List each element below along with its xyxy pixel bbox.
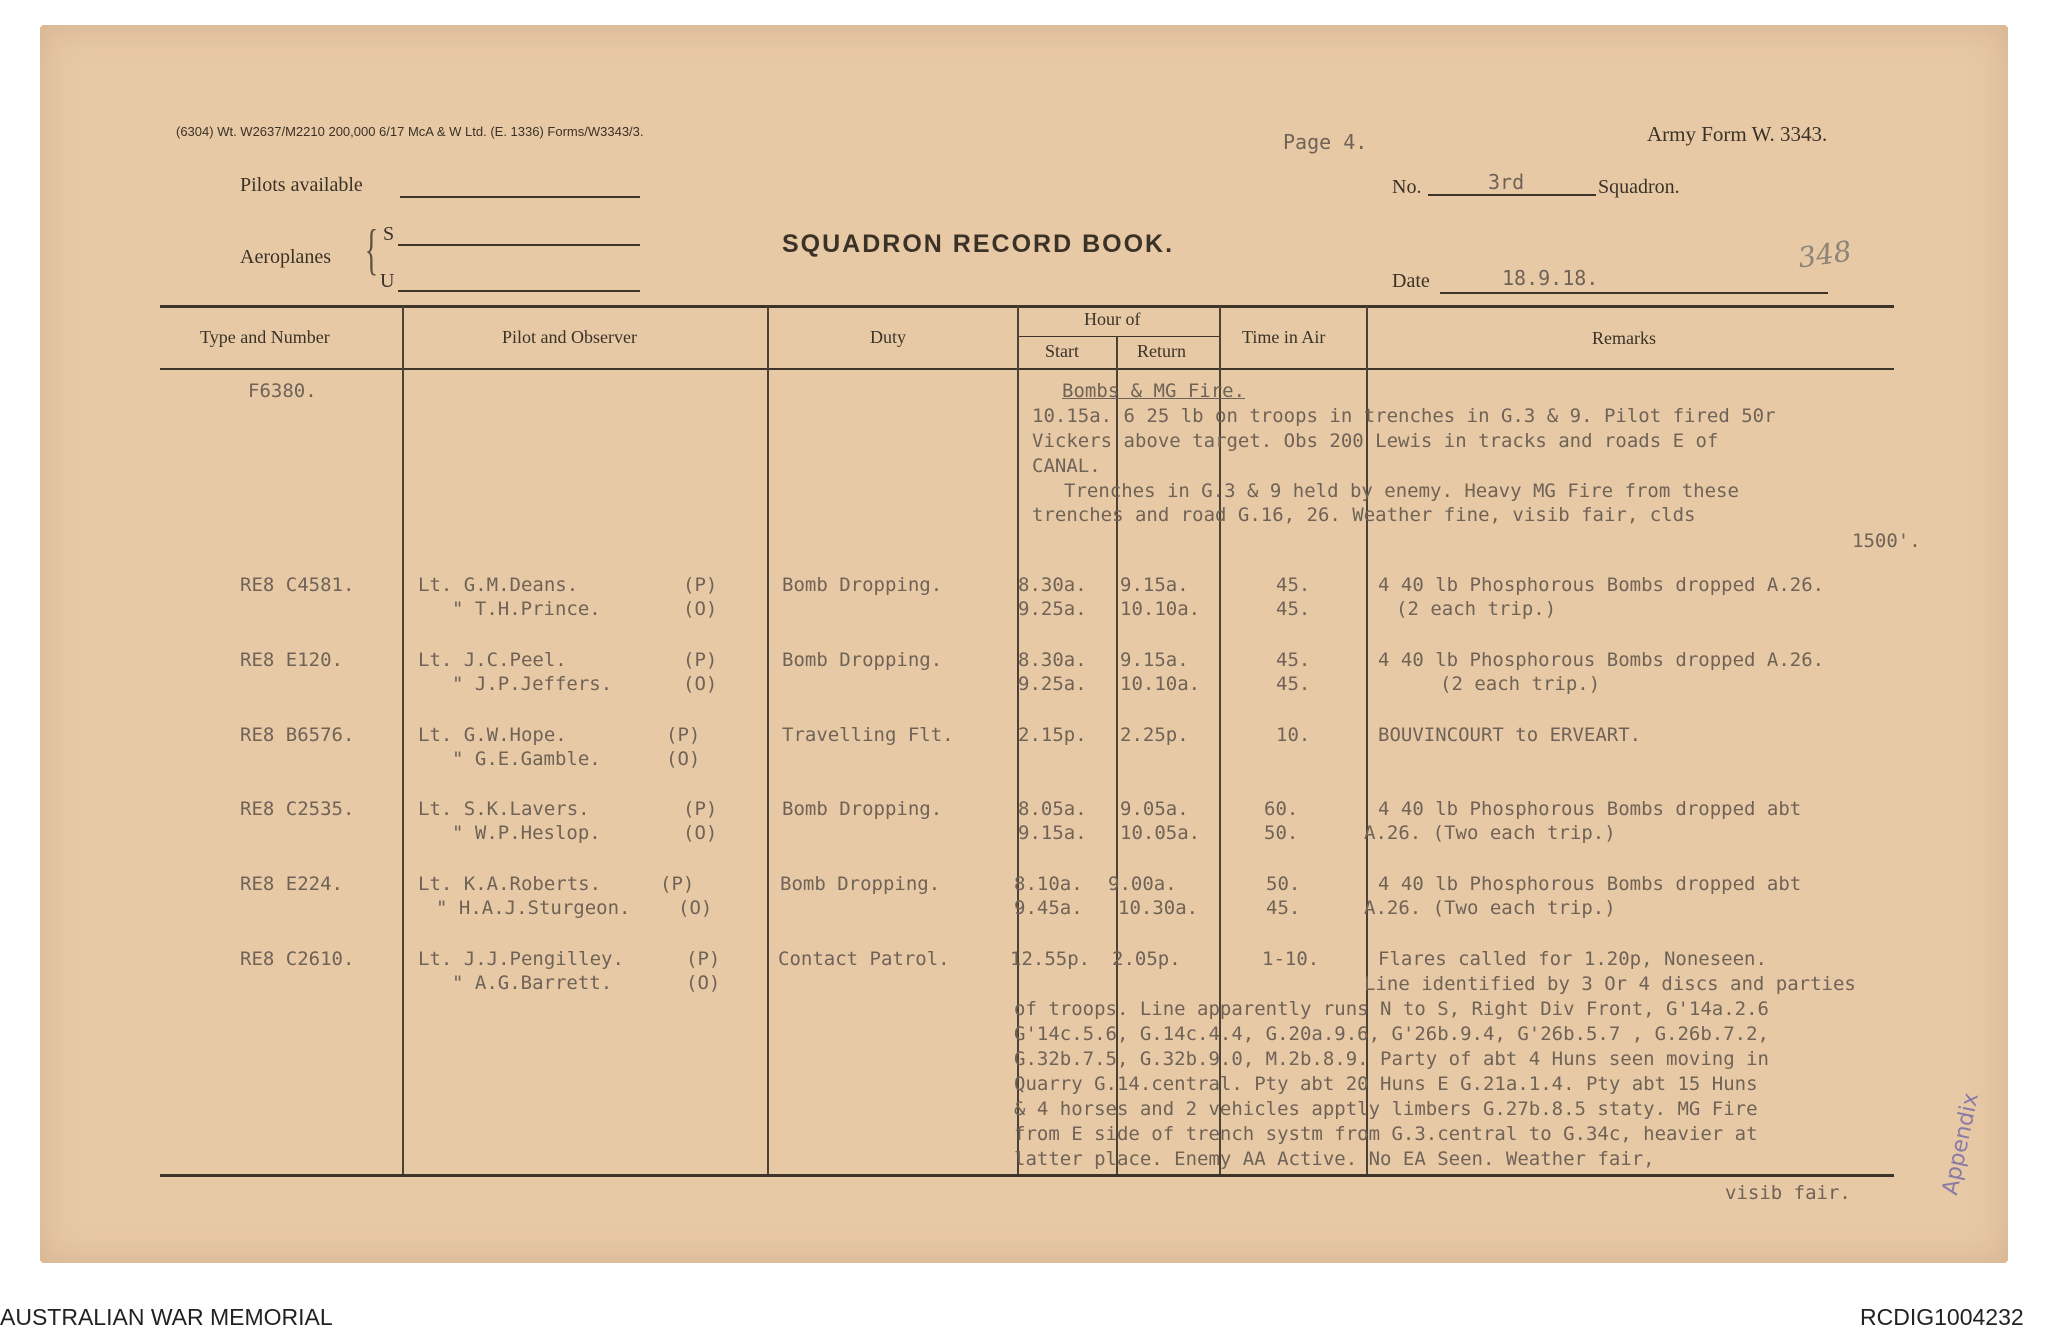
squadron-label: Squadron. xyxy=(1598,176,1680,198)
time-in-air: 1-10. xyxy=(1262,948,1320,970)
remarks-text: 4 40 lb Phosphorous Bombs dropped abt xyxy=(1378,873,1802,895)
observer-name: " W.P.Heslop. xyxy=(452,822,601,844)
remarks-text: trenches and road G.16, 26. Weather fine, visib fair, clds xyxy=(1032,504,1696,526)
time-in-air: 50. xyxy=(1266,873,1301,895)
observer-name: " A.G.Barrett. xyxy=(452,972,613,994)
return-time: 10.05a. xyxy=(1120,822,1201,844)
pilot-name: Lt. J.J.Pengilley. xyxy=(418,948,624,970)
duty: Bomb Dropping. xyxy=(782,574,943,596)
remarks-text: from E side of trench systm from G.3.central to G.34c, heavier at xyxy=(1014,1123,1758,1145)
table-top-rule xyxy=(160,305,1894,308)
remarks-text: A.26. (Two each trip.) xyxy=(1364,897,1616,919)
aircraft-type: RE8 E120. xyxy=(240,649,343,671)
pilot-name: Lt. K.A.Roberts. xyxy=(418,873,602,895)
observer-name: " G.E.Gamble. xyxy=(452,748,601,770)
remarks-text: 4 40 lb Phosphorous Bombs dropped A.26. xyxy=(1378,574,1825,596)
table-header-rule xyxy=(160,368,1894,370)
start-time: 9.25a. xyxy=(1018,598,1087,620)
pilot-name: Lt. G.W.Hope. xyxy=(418,724,567,746)
start-time: 12.55p. xyxy=(1010,948,1091,970)
aircraft-type: RE8 C2610. xyxy=(240,948,355,970)
return-time: 9.05a. xyxy=(1120,798,1189,820)
pilot-name: Lt. S.K.Lavers. xyxy=(418,798,590,820)
return-time: 10.10a. xyxy=(1120,598,1201,620)
remarks-text: BOUVINCOURT to ERVEART. xyxy=(1378,724,1642,746)
squadron-no-label: No. xyxy=(1392,176,1422,198)
remarks-text: A.26. (Two each trip.) xyxy=(1364,822,1616,844)
header-pilot-and-observer: Pilot and Observer xyxy=(502,327,637,347)
footer-archive-id: RCDIG1004232 xyxy=(1860,1304,2024,1330)
time-in-air: 10. xyxy=(1276,724,1311,746)
table-bottom-rule xyxy=(160,1174,1894,1177)
observer-role: (O) xyxy=(683,673,718,695)
start-time: 9.25a. xyxy=(1018,673,1087,695)
time-in-air: 45. xyxy=(1266,897,1301,919)
pilots-available-label: Pilots available xyxy=(240,174,363,196)
time-in-air: 60. xyxy=(1264,798,1299,820)
return-time: 9.15a. xyxy=(1120,649,1189,671)
return-time: 9.00a. xyxy=(1108,873,1177,895)
remarks-text: (2 each trip.) xyxy=(1396,598,1557,620)
footer-archive-name: AUSTRALIAN WAR MEMORIAL xyxy=(0,1304,333,1330)
remarks-text: of troops. Line apparently runs N to S, Right Div Front, G'14a.2.6 xyxy=(1014,998,1769,1020)
start-time: 8.30a. xyxy=(1018,649,1087,671)
page-title: SQUADRON RECORD BOOK. xyxy=(782,230,1175,258)
remarks-text: 10.15a. 6 25 lb on troops in trenches in G.3 & 9. Pilot fired 50r xyxy=(1032,405,1776,427)
pilot-role: (P) xyxy=(666,724,701,746)
header-time-in-air: Time in Air xyxy=(1242,327,1326,347)
aircraft-type: RE8 E224. xyxy=(240,873,343,895)
aeroplanes-u-line xyxy=(398,290,640,292)
remarks-text: latter place. Enemy AA Active. No EA Seen. Weather fair, xyxy=(1014,1148,1655,1170)
return-time: 9.15a. xyxy=(1120,574,1189,596)
observer-role: (O) xyxy=(678,897,713,919)
header-remarks: Remarks xyxy=(1592,328,1656,348)
header-type-and-number: Type and Number xyxy=(200,327,330,347)
remarks-text: CANAL. xyxy=(1032,455,1101,477)
remarks-text: G.32b.7.5, G.32b.9.0, M.2b.8.9. Party of abt 4 Huns seen moving in xyxy=(1014,1048,1769,1070)
pilot-name: Lt. G.M.Deans. xyxy=(418,574,579,596)
army-form-number: Army Form W. 3343. xyxy=(1647,122,1828,146)
form-print-code: (6304) Wt. W2637/M2210 200,000 6/17 McA & W Ltd. (E. 1336) Forms/W3343/3. xyxy=(176,124,644,139)
remarks-text: Line identified by 3 Or 4 discs and parties xyxy=(1364,973,1856,995)
date-label: Date xyxy=(1392,270,1430,292)
return-time: 10.10a. xyxy=(1120,673,1201,695)
pilot-role: (P) xyxy=(660,873,695,895)
aeroplanes-s-line xyxy=(398,244,640,246)
aeroplanes-s-label: S xyxy=(383,223,395,245)
return-time: 2.25p. xyxy=(1120,724,1189,746)
observer-name: " T.H.Prince. xyxy=(452,598,601,620)
column-divider-1 xyxy=(402,306,404,1174)
appendix-stamp: Appendix xyxy=(1938,1090,1984,1198)
remarks-text: Bombs & MG Fire. xyxy=(1062,380,1246,402)
aircraft-type: RE8 C2535. xyxy=(240,798,355,820)
observer-role: (O) xyxy=(683,822,718,844)
remarks-text: Vickers above target. Obs 200 Lewis in tracks and roads E of xyxy=(1032,430,1719,452)
aircraft-type: F6380. xyxy=(248,380,317,402)
observer-role: (O) xyxy=(683,598,718,620)
start-time: 8.05a. xyxy=(1018,798,1087,820)
time-in-air: 45. xyxy=(1276,673,1311,695)
header-hour-of: Hour of xyxy=(1084,309,1141,329)
observer-name: " H.A.J.Sturgeon. xyxy=(436,897,631,919)
squadron-no-line xyxy=(1428,194,1596,196)
duty: Travelling Flt. xyxy=(782,724,954,746)
aeroplanes-u-label: U xyxy=(380,270,395,292)
date-value: 18.9.18. xyxy=(1502,266,1599,290)
remarks-text: 4 40 lb Phosphorous Bombs dropped A.26. xyxy=(1378,649,1825,671)
page-number: Page 4. xyxy=(1283,130,1368,154)
start-time: 9.45a. xyxy=(1014,897,1083,919)
duty: Contact Patrol. xyxy=(778,948,950,970)
pilot-role: (P) xyxy=(683,798,718,820)
pilot-role: (P) xyxy=(683,649,718,671)
return-time: 2.05p. xyxy=(1112,948,1181,970)
observer-role: (O) xyxy=(686,972,721,994)
start-time: 8.30a. xyxy=(1018,574,1087,596)
start-time: 8.10a. xyxy=(1014,873,1083,895)
hour-of-divider xyxy=(1018,336,1220,337)
observer-name: " J.P.Jeffers. xyxy=(452,673,613,695)
time-in-air: 45. xyxy=(1276,574,1311,596)
remarks-text: G'14c.5.6, G.14c.4.4, G.20a.9.6, G'26b.9.4, G'26b.5.7 , G.26b.7.2, xyxy=(1014,1023,1769,1045)
remarks-text: Quarry G.14.central. Pty abt 20 Huns E G.21a.1.4. Pty abt 15 Huns xyxy=(1014,1073,1758,1095)
aircraft-type: RE8 B6576. xyxy=(240,724,355,746)
observer-role: (O) xyxy=(666,748,701,770)
header-return: Return xyxy=(1137,341,1186,361)
time-in-air: 45. xyxy=(1276,598,1311,620)
header-duty: Duty xyxy=(870,327,906,347)
remarks-text: Trenches in G.3 & 9 held by enemy. Heavy MG Fire from these xyxy=(1064,480,1739,502)
duty: Bomb Dropping. xyxy=(782,649,943,671)
column-divider-2 xyxy=(767,306,769,1174)
header-start: Start xyxy=(1045,341,1079,361)
time-in-air: 45. xyxy=(1276,649,1311,671)
return-time: 10.30a. xyxy=(1118,897,1199,919)
duty: Bomb Dropping. xyxy=(782,798,943,820)
remarks-text: Flares called for 1.20p, Noneseen. xyxy=(1378,948,1767,970)
date-line xyxy=(1440,292,1828,294)
squadron-number: 3rd xyxy=(1488,170,1525,194)
remarks-text: (2 each trip.) xyxy=(1440,673,1601,695)
remarks-text: 4 40 lb Phosphorous Bombs dropped abt xyxy=(1378,798,1802,820)
pilot-role: (P) xyxy=(686,948,721,970)
remarks-text: visib fair. xyxy=(1725,1182,1851,1204)
aeroplanes-label: Aeroplanes xyxy=(240,246,332,268)
aircraft-type: RE8 C4581. xyxy=(240,574,355,596)
pilot-role: (P) xyxy=(683,574,718,596)
remarks-text: & 4 horses and 2 vehicles apptly limbers G.27b.8.5 staty. MG Fire xyxy=(1014,1098,1758,1120)
start-time: 9.15a. xyxy=(1018,822,1087,844)
start-time: 2.15p. xyxy=(1018,724,1087,746)
duty: Bomb Dropping. xyxy=(780,873,941,895)
handwritten-folio-number: 348 xyxy=(1795,234,1854,275)
pilots-available-line xyxy=(400,196,640,198)
pilot-name: Lt. J.C.Peel. xyxy=(418,649,567,671)
remarks-text: 1500'. xyxy=(1852,530,1921,552)
aeroplanes-brace: { xyxy=(364,219,379,281)
time-in-air: 50. xyxy=(1264,822,1299,844)
